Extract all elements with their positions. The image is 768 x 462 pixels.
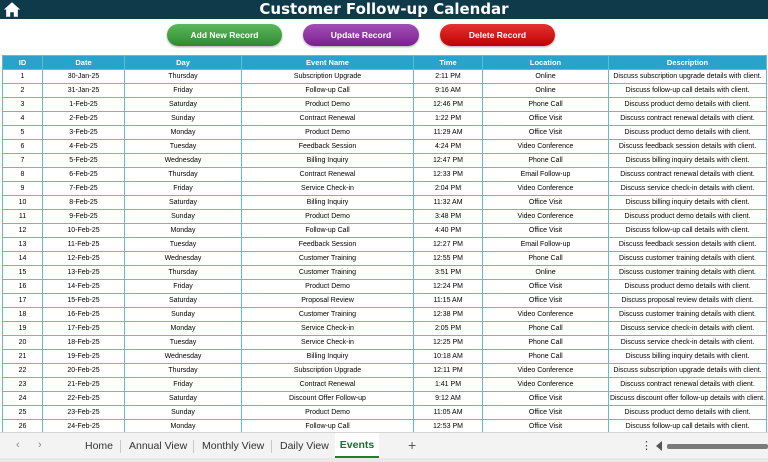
table-cell-date[interactable]: 16-Feb-25 (43, 308, 125, 322)
table-cell-time[interactable]: 2:11 PM (414, 70, 483, 84)
table-cell-day[interactable]: Saturday (125, 392, 242, 406)
table-cell-time[interactable]: 12:46 PM (414, 98, 483, 112)
table-cell-id[interactable]: 13 (3, 238, 43, 252)
table-cell-description[interactable]: Discuss contract renewal details with client. (609, 378, 767, 392)
table-cell-day[interactable]: Friday (125, 378, 242, 392)
table-row[interactable] (3, 392, 767, 406)
table-cell-event-name[interactable]: Service Check-in (242, 322, 414, 336)
table-row[interactable] (3, 84, 767, 98)
table-cell-description[interactable]: Discuss follow-up call details with client. (609, 420, 767, 434)
table-cell-date[interactable]: 8-Feb-25 (43, 196, 125, 210)
table-cell-date[interactable]: 12-Feb-25 (43, 252, 125, 266)
table-cell-event-name[interactable]: Follow-up Call (242, 420, 414, 434)
prev-sheet-icon[interactable]: ‹ (16, 439, 20, 451)
sheet-tab-events[interactable] (335, 433, 379, 458)
table-cell-date[interactable]: 3-Feb-25 (43, 126, 125, 140)
table-cell-day[interactable]: Wednesday (125, 252, 242, 266)
table-cell-time[interactable]: 1:22 PM (414, 112, 483, 126)
table-cell-time[interactable]: 12:24 PM (414, 280, 483, 294)
table-cell-id[interactable]: 15 (3, 266, 43, 280)
table-cell-day[interactable]: Friday (125, 182, 242, 196)
table-cell-event-name[interactable]: Subscription Upgrade (242, 364, 414, 378)
tab-divider (120, 440, 121, 453)
table-cell-event-name[interactable]: Billing Inquiry (242, 154, 414, 168)
table-cell-day[interactable]: Saturday (125, 294, 242, 308)
table-cell-description[interactable]: Discuss customer training details with client. (609, 266, 767, 280)
table-cell-id[interactable]: 8 (3, 168, 43, 182)
table-row[interactable] (3, 126, 767, 140)
table-cell-date[interactable]: 15-Feb-25 (43, 294, 125, 308)
table-cell-day[interactable]: Wednesday (125, 350, 242, 364)
table-cell-location[interactable]: Video Conference (483, 364, 609, 378)
table-cell-event-name[interactable]: Feedback Session (242, 140, 414, 154)
table-cell-description[interactable]: Discuss service check-in details with client. (609, 182, 767, 196)
table-cell-time[interactable]: 12:55 PM (414, 252, 483, 266)
table-cell-date[interactable]: 1-Feb-25 (43, 98, 125, 112)
table-row[interactable] (3, 196, 767, 210)
table-cell-description[interactable]: Discuss proposal review details with client. (609, 294, 767, 308)
table-cell-event-name[interactable]: Billing Inquiry (242, 196, 414, 210)
table-cell-date[interactable]: 17-Feb-25 (43, 322, 125, 336)
table-cell-date[interactable]: 21-Feb-25 (43, 378, 125, 392)
table-cell-date[interactable]: 9-Feb-25 (43, 210, 125, 224)
table-cell-location[interactable]: Office Visit (483, 294, 609, 308)
table-cell-event-name[interactable]: Product Demo (242, 98, 414, 112)
table-cell-date[interactable]: 20-Feb-25 (43, 364, 125, 378)
table-row[interactable] (3, 210, 767, 224)
column-header-event-name: Event Name (242, 56, 414, 70)
table-row[interactable] (3, 70, 767, 84)
status-bar (0, 458, 768, 462)
table-cell-description[interactable]: Discuss billing inquiry details with client. (609, 350, 767, 364)
table-row[interactable] (3, 112, 767, 126)
table-cell-id[interactable]: 4 (3, 112, 43, 126)
table-cell-date[interactable]: 22-Feb-25 (43, 392, 125, 406)
table-cell-id[interactable]: 19 (3, 322, 43, 336)
scroll-left-icon[interactable] (656, 441, 662, 451)
table-cell-id[interactable]: 7 (3, 154, 43, 168)
table-body (3, 70, 767, 434)
table-cell-date[interactable]: 14-Feb-25 (43, 280, 125, 294)
sheet-tab-events-label: Events (339, 439, 375, 451)
table-cell-id[interactable]: 5 (3, 126, 43, 140)
table-cell-day[interactable]: Monday (125, 322, 242, 336)
table-cell-id[interactable]: 9 (3, 182, 43, 196)
column-header-id: ID (3, 56, 43, 70)
table-cell-id[interactable]: 17 (3, 294, 43, 308)
table-cell-location[interactable]: Email Follow-up (483, 238, 609, 252)
table-cell-time[interactable]: 10:18 AM (414, 350, 483, 364)
table-row[interactable] (3, 350, 767, 364)
table-cell-location[interactable]: Office Visit (483, 406, 609, 420)
table-cell-description[interactable]: Discuss product demo details with client. (609, 210, 767, 224)
sheet-tab-daily-view[interactable]: Daily View (280, 440, 329, 452)
table-cell-location[interactable]: Video Conference (483, 378, 609, 392)
table-cell-location[interactable]: Office Visit (483, 224, 609, 238)
table-cell-location[interactable]: Phone Call (483, 322, 609, 336)
table-row[interactable] (3, 336, 767, 350)
table-cell-day[interactable]: Monday (125, 224, 242, 238)
table-cell-location[interactable]: Phone Call (483, 252, 609, 266)
table-cell-description[interactable]: Discuss product demo details with client. (609, 126, 767, 140)
table-row[interactable] (3, 294, 767, 308)
table-cell-day[interactable]: Monday (125, 420, 242, 434)
table-cell-day[interactable]: Thursday (125, 168, 242, 182)
table-cell-id[interactable]: 21 (3, 350, 43, 364)
title-bar (0, 0, 768, 19)
table-cell-location[interactable]: Online (483, 266, 609, 280)
table-cell-event-name[interactable]: Product Demo (242, 210, 414, 224)
table-cell-event-name[interactable]: Customer Training (242, 252, 414, 266)
table-cell-location[interactable]: Online (483, 70, 609, 84)
table-cell-description[interactable]: Discuss feedback session details with client. (609, 140, 767, 154)
table-cell-day[interactable]: Tuesday (125, 238, 242, 252)
table-row[interactable] (3, 238, 767, 252)
table-cell-event-name[interactable]: Proposal Review (242, 294, 414, 308)
table-cell-description[interactable]: Discuss contract renewal details with client. (609, 112, 767, 126)
table-cell-id[interactable]: 3 (3, 98, 43, 112)
table-cell-id[interactable]: 14 (3, 252, 43, 266)
table-cell-location[interactable]: Phone Call (483, 336, 609, 350)
table-cell-day[interactable]: Friday (125, 84, 242, 98)
table-cell-description[interactable]: Discuss subscription upgrade details with client. (609, 364, 767, 378)
table-cell-description[interactable]: Discuss discount offer follow-up details with client. (609, 392, 767, 406)
table-cell-event-name[interactable]: Follow-up Call (242, 84, 414, 98)
table-cell-location[interactable]: Phone Call (483, 350, 609, 364)
table-cell-description[interactable]: Discuss service check-in details with client. (609, 336, 767, 350)
table-cell-description[interactable]: Discuss product demo details with client. (609, 406, 767, 420)
table-row[interactable] (3, 252, 767, 266)
table-cell-event-name[interactable]: Contract Renewal (242, 112, 414, 126)
table-cell-description[interactable]: Discuss service check-in details with client. (609, 322, 767, 336)
table-cell-id[interactable]: 11 (3, 210, 43, 224)
table-cell-description[interactable]: Discuss subscription upgrade details with client. (609, 70, 767, 84)
table-row[interactable] (3, 140, 767, 154)
table-cell-event-name[interactable]: Follow-up Call (242, 224, 414, 238)
table-cell-date[interactable]: 2-Feb-25 (43, 112, 125, 126)
table-cell-description[interactable]: Discuss follow-up call details with client. (609, 84, 767, 98)
table-cell-description[interactable]: Discuss product demo details with client. (609, 98, 767, 112)
table-cell-event-name[interactable]: Product Demo (242, 280, 414, 294)
sheet-tab-monthly-view[interactable]: Monthly View (202, 440, 265, 452)
column-header-date: Date (43, 56, 125, 70)
table-cell-location[interactable]: Video Conference (483, 140, 609, 154)
table-cell-day[interactable]: Sunday (125, 210, 242, 224)
table-row[interactable] (3, 280, 767, 294)
sheet-tab-annual-view[interactable]: Annual View (129, 440, 188, 452)
table-cell-location[interactable]: Phone Call (483, 98, 609, 112)
table-cell-day[interactable]: Thursday (125, 364, 242, 378)
table-cell-date[interactable]: 11-Feb-25 (43, 238, 125, 252)
table-cell-date[interactable]: 31-Jan-25 (43, 84, 125, 98)
table-row[interactable] (3, 378, 767, 392)
table-cell-event-name[interactable]: Discount Offer Follow-up (242, 392, 414, 406)
table-cell-description[interactable]: Discuss billing inquiry details with client. (609, 154, 767, 168)
table-cell-day[interactable]: Wednesday (125, 154, 242, 168)
table-cell-location[interactable]: Office Visit (483, 420, 609, 434)
table-cell-date[interactable]: 4-Feb-25 (43, 140, 125, 154)
column-header-location: Location (483, 56, 609, 70)
table-cell-time[interactable]: 1:41 PM (414, 378, 483, 392)
table-cell-day[interactable]: Saturday (125, 196, 242, 210)
table-cell-time[interactable]: 12:47 PM (414, 154, 483, 168)
table-cell-time[interactable]: 12:33 PM (414, 168, 483, 182)
table-cell-event-name[interactable]: Subscription Upgrade (242, 70, 414, 84)
table-cell-day[interactable]: Thursday (125, 70, 242, 84)
table-row[interactable] (3, 154, 767, 168)
table-cell-id[interactable]: 26 (3, 420, 43, 434)
table-cell-id[interactable]: 12 (3, 224, 43, 238)
table-cell-id[interactable]: 24 (3, 392, 43, 406)
table-cell-time[interactable]: 11:05 AM (414, 406, 483, 420)
table-cell-day[interactable]: Friday (125, 280, 242, 294)
table-row[interactable] (3, 406, 767, 420)
update-record-button[interactable]: Update Record (303, 24, 419, 46)
table-cell-time[interactable]: 11:29 AM (414, 126, 483, 140)
tab-divider (271, 440, 272, 453)
table-cell-id[interactable]: 2 (3, 84, 43, 98)
table-row[interactable] (3, 224, 767, 238)
table-cell-description[interactable]: Discuss customer training details with client. (609, 308, 767, 322)
table-row[interactable] (3, 98, 767, 112)
more-options-icon[interactable]: ⋮ (641, 440, 652, 452)
next-sheet-icon[interactable]: › (38, 439, 42, 451)
table-cell-date[interactable]: 24-Feb-25 (43, 420, 125, 434)
table-cell-time[interactable]: 4:24 PM (414, 140, 483, 154)
table-cell-location[interactable]: Office Visit (483, 112, 609, 126)
page-title: Customer Follow-up Calendar (259, 0, 509, 18)
table-cell-day[interactable]: Tuesday (125, 336, 242, 350)
add-record-button[interactable]: Add New Record (167, 24, 282, 46)
table-cell-location[interactable]: Office Visit (483, 392, 609, 406)
table-cell-date[interactable]: 30-Jan-25 (43, 70, 125, 84)
table-cell-id[interactable]: 10 (3, 196, 43, 210)
table-row[interactable] (3, 322, 767, 336)
table-cell-description[interactable]: Discuss billing inquiry details with client. (609, 196, 767, 210)
table-cell-id[interactable]: 16 (3, 280, 43, 294)
table-cell-time[interactable]: 12:53 PM (414, 420, 483, 434)
table-cell-description[interactable]: Discuss contract renewal details with client. (609, 168, 767, 182)
table-cell-date[interactable]: 7-Feb-25 (43, 182, 125, 196)
table-cell-date[interactable]: 19-Feb-25 (43, 350, 125, 364)
column-header-description: Description (609, 56, 767, 70)
table-cell-location[interactable]: Video Conference (483, 182, 609, 196)
table-cell-time[interactable]: 9:16 AM (414, 84, 483, 98)
sheet-tab-bar (0, 432, 768, 458)
table-cell-time[interactable]: 11:32 AM (414, 196, 483, 210)
table-cell-day[interactable]: Tuesday (125, 140, 242, 154)
table-cell-id[interactable]: 18 (3, 308, 43, 322)
table-cell-day[interactable]: Sunday (125, 112, 242, 126)
table-row[interactable] (3, 182, 767, 196)
table-cell-event-name[interactable]: Product Demo (242, 126, 414, 140)
table-cell-id[interactable]: 20 (3, 336, 43, 350)
table-cell-id[interactable]: 1 (3, 70, 43, 84)
table-cell-event-name[interactable]: Service Check-in (242, 182, 414, 196)
table-cell-id[interactable]: 22 (3, 364, 43, 378)
table-cell-description[interactable]: Discuss customer training details with client. (609, 252, 767, 266)
table-cell-id[interactable]: 6 (3, 140, 43, 154)
table-cell-date[interactable]: 13-Feb-25 (43, 266, 125, 280)
column-header-time: Time (414, 56, 483, 70)
table-row[interactable] (3, 168, 767, 182)
table-cell-day[interactable]: Thursday (125, 266, 242, 280)
table-cell-location[interactable]: Online (483, 84, 609, 98)
table-cell-location[interactable]: Video Conference (483, 308, 609, 322)
table-cell-time[interactable]: 12:27 PM (414, 238, 483, 252)
add-sheet-button[interactable]: + (408, 437, 417, 453)
table-cell-description[interactable]: Discuss follow-up call details with client. (609, 224, 767, 238)
table-cell-time[interactable]: 3:48 PM (414, 210, 483, 224)
table-cell-location[interactable]: Video Conference (483, 210, 609, 224)
table-cell-time[interactable]: 2:04 PM (414, 182, 483, 196)
table-cell-location[interactable]: Email Follow-up (483, 168, 609, 182)
events-table (2, 55, 767, 434)
tab-divider (193, 440, 194, 453)
table-cell-day[interactable]: Monday (125, 126, 242, 140)
sheet-tab-home[interactable]: Home (85, 440, 114, 452)
table-cell-event-name[interactable]: Service Check-in (242, 336, 414, 350)
table-cell-date[interactable]: 23-Feb-25 (43, 406, 125, 420)
table-header-row (3, 56, 767, 70)
table-cell-location[interactable]: Office Visit (483, 126, 609, 140)
table-row[interactable] (3, 364, 767, 378)
column-header-day: Day (125, 56, 242, 70)
table-cell-day[interactable]: Sunday (125, 308, 242, 322)
table-cell-event-name[interactable]: Contract Renewal (242, 378, 414, 392)
table-cell-time[interactable]: 11:15 AM (414, 294, 483, 308)
table-cell-location[interactable]: Phone Call (483, 154, 609, 168)
table-cell-time[interactable]: 9:12 AM (414, 392, 483, 406)
table-cell-id[interactable]: 25 (3, 406, 43, 420)
table-cell-date[interactable]: 5-Feb-25 (43, 154, 125, 168)
table-cell-location[interactable]: Office Visit (483, 196, 609, 210)
table-cell-event-name[interactable]: Customer Training (242, 266, 414, 280)
table-cell-time[interactable]: 12:38 PM (414, 308, 483, 322)
table-cell-day[interactable]: Saturday (125, 98, 242, 112)
table-cell-date[interactable]: 10-Feb-25 (43, 224, 125, 238)
table-cell-time[interactable]: 12:11 PM (414, 364, 483, 378)
table-cell-time[interactable]: 2:05 PM (414, 322, 483, 336)
table-cell-id[interactable]: 23 (3, 378, 43, 392)
table-cell-event-name[interactable]: Product Demo (242, 406, 414, 420)
table-cell-event-name[interactable]: Feedback Session (242, 238, 414, 252)
table-cell-event-name[interactable]: Customer Training (242, 308, 414, 322)
table-cell-date[interactable]: 18-Feb-25 (43, 336, 125, 350)
table-cell-description[interactable]: Discuss feedback session details with client. (609, 238, 767, 252)
table-cell-time[interactable]: 3:51 PM (414, 266, 483, 280)
table-row[interactable] (3, 266, 767, 280)
table-cell-date[interactable]: 6-Feb-25 (43, 168, 125, 182)
table-cell-location[interactable]: Office Visit (483, 280, 609, 294)
horizontal-scrollbar[interactable] (667, 444, 768, 449)
table-cell-time[interactable]: 12:25 PM (414, 336, 483, 350)
delete-record-button[interactable]: Delete Record (440, 24, 555, 46)
table-cell-day[interactable]: Sunday (125, 406, 242, 420)
table-row[interactable] (3, 308, 767, 322)
table-cell-description[interactable]: Discuss product demo details with client. (609, 280, 767, 294)
table-cell-event-name[interactable]: Billing Inquiry (242, 350, 414, 364)
table-cell-time[interactable]: 4:40 PM (414, 224, 483, 238)
table-cell-event-name[interactable]: Contract Renewal (242, 168, 414, 182)
